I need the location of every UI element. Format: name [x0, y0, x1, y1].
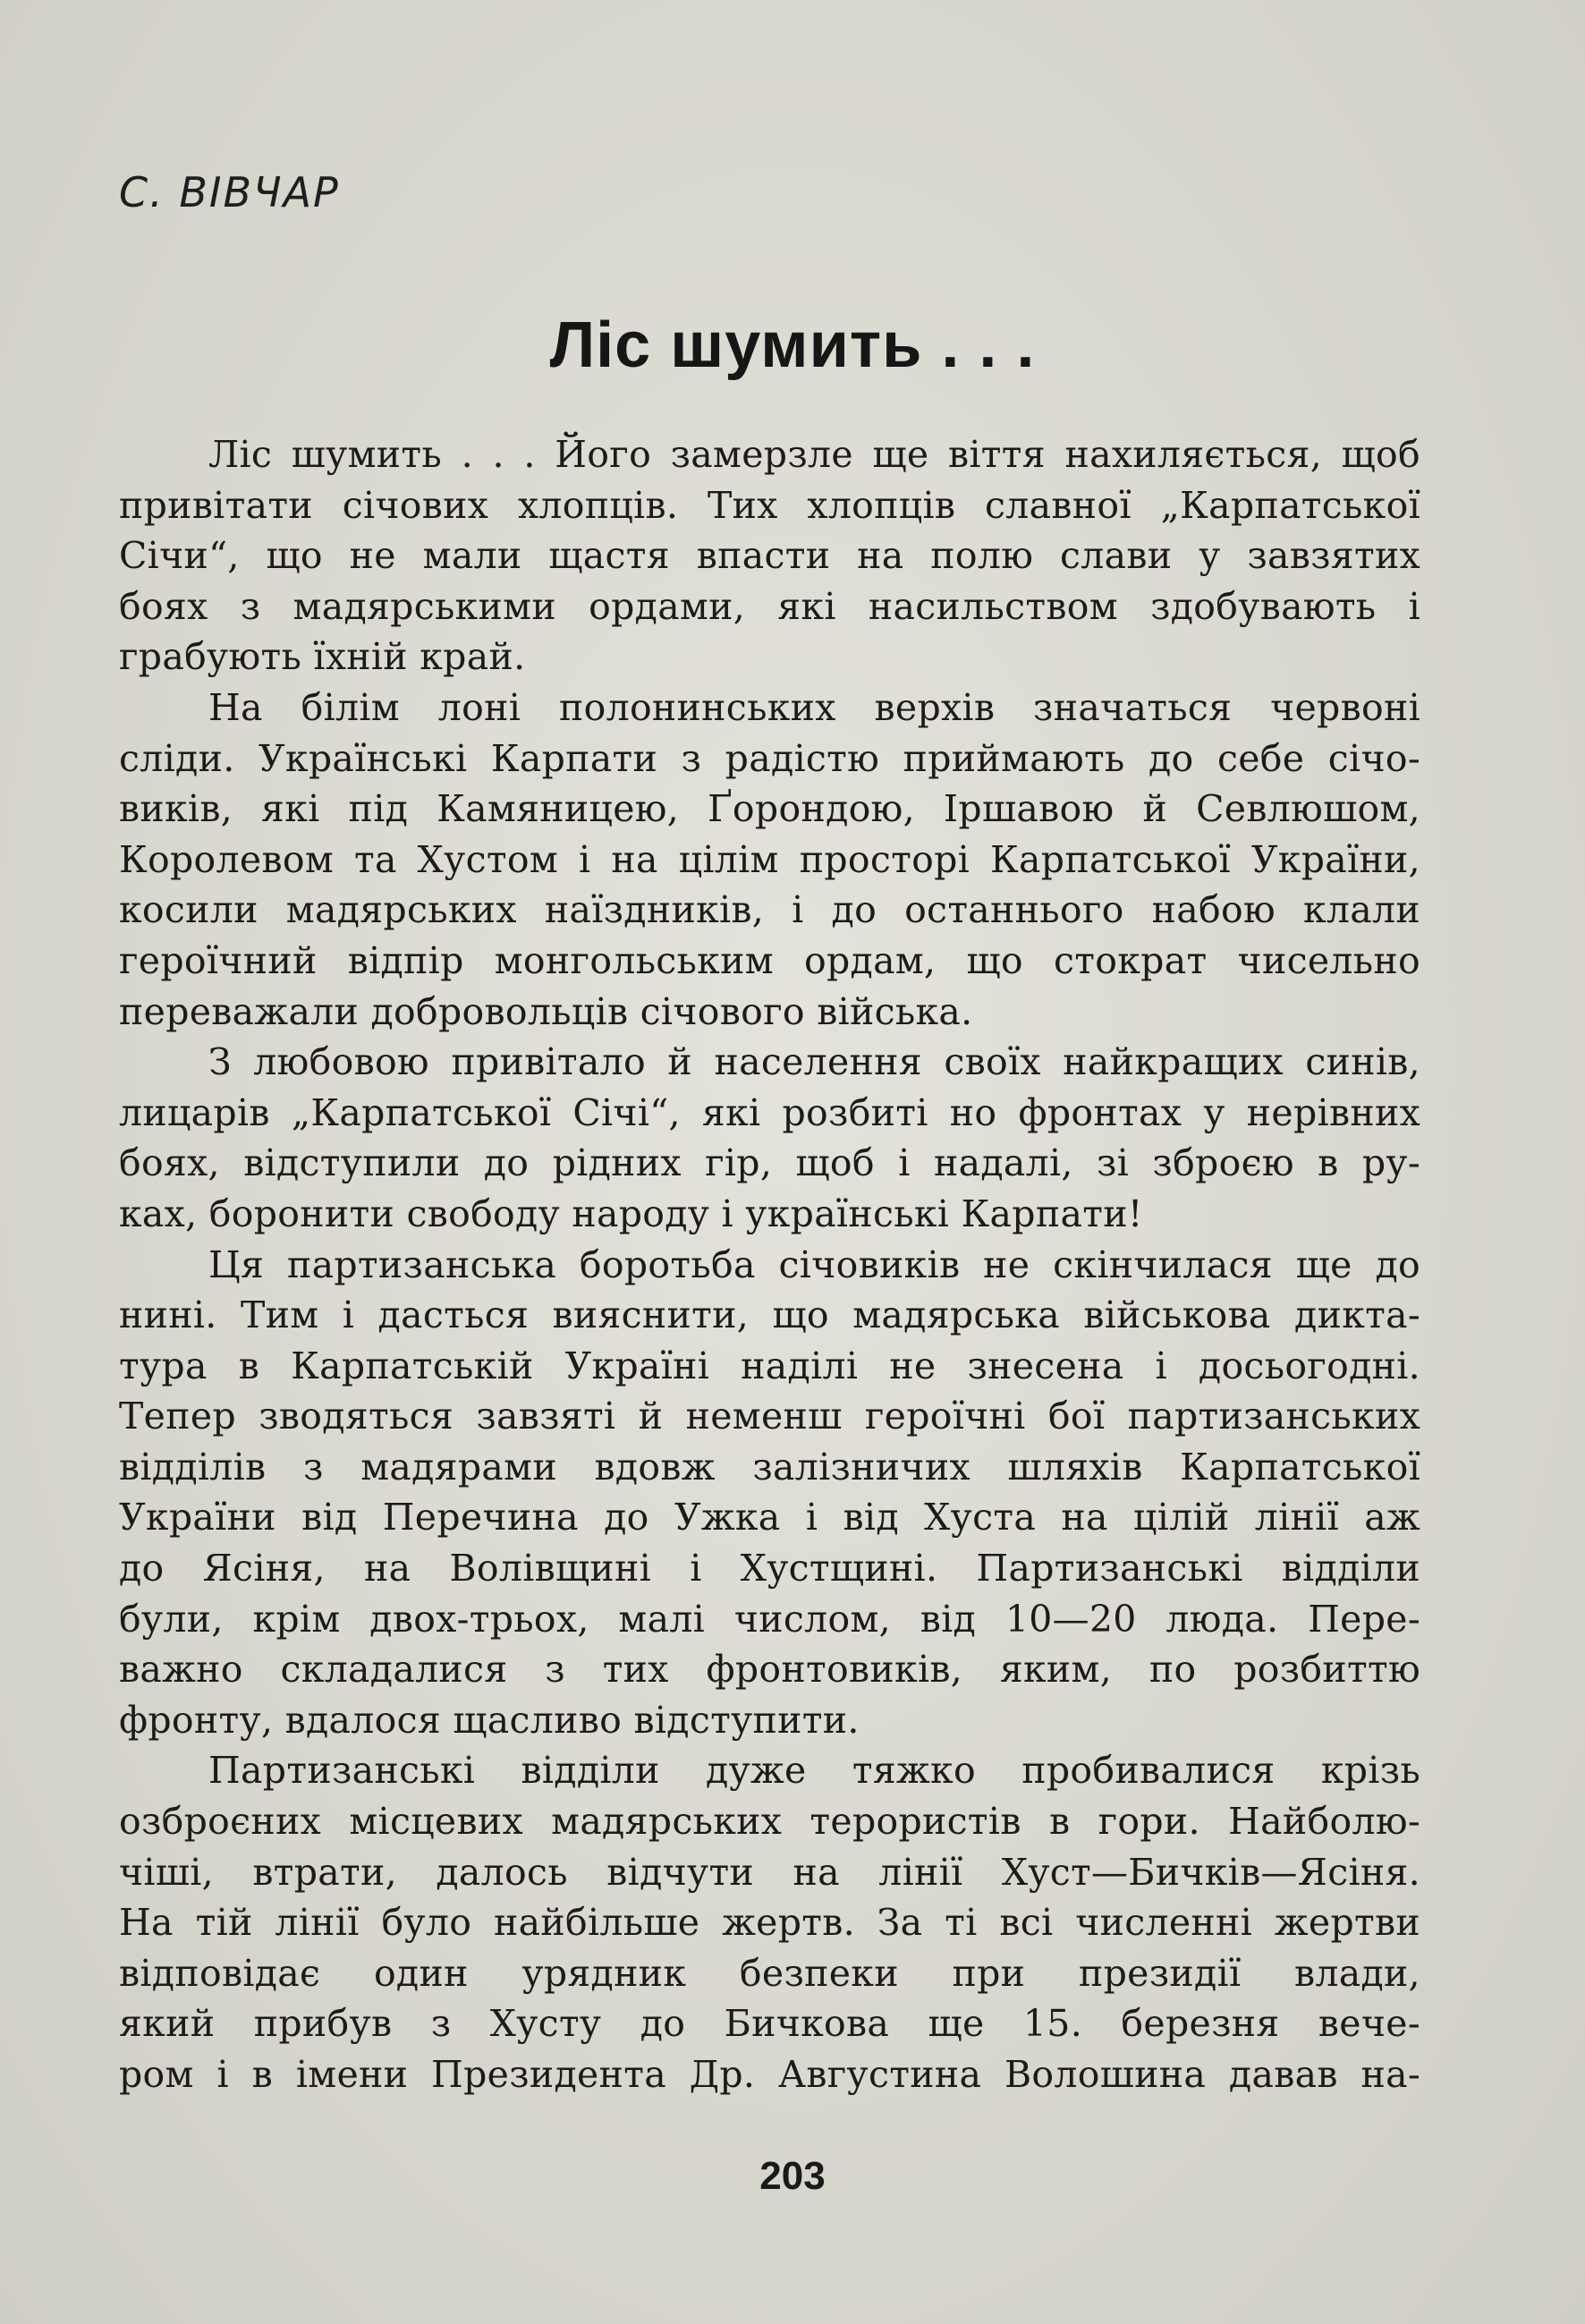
text-line: боях, відступили до рідних гір, щоб і надалі, зі зброєю в ру-: [119, 1141, 1420, 1185]
text-line: Ця партизанська боротьба січовиків не скінчилася ще до: [208, 1243, 1420, 1286]
text-line: боях з мадярськими ордами, які насильством здобувають і: [119, 584, 1420, 628]
text-line: відділів з мадярами вдовж залізничих шляхів Карпатської: [119, 1445, 1420, 1489]
text-line: ром і в імени Президента Др. Августина Волошина давав на-: [119, 2053, 1420, 2096]
text-line: героїчний відпір монгольським ордам, що стократ чисельно: [119, 938, 1420, 982]
paragraph: [119, 683, 1420, 1037]
text-line: важно складалися з тих фронтовиків, яким, по розбиттю: [119, 1648, 1420, 1692]
text-line: Ліс шумить . . . Його замерзле ще віття нахиляється, щоб: [208, 433, 1420, 476]
text-line: чіші, втрати, далось відчути на лінії Хуст—Бичків—Ясіня.: [119, 1850, 1420, 1894]
text-line: відповідає один урядник безпеки при президії влади,: [119, 1951, 1420, 1995]
text-line: тура в Карпатській Україні наділі не знесена і досьогодні.: [119, 1344, 1420, 1387]
text-line: лицарів „Карпатської Січі“, які розбиті но фронтах у нерівних: [119, 1090, 1420, 1134]
text-line: На тій лінії було найбільше жертв. За ті всі численні жертви: [119, 1901, 1420, 1945]
paragraph: [119, 1037, 1420, 1239]
text-line: На білім лоні полонинських верхів значаться червоні: [208, 685, 1420, 729]
text-line: З любовою привітало й населення своїх найкращих синів,: [208, 1040, 1420, 1084]
text-line: фронту, вдалося щасливо відступити.: [119, 1698, 860, 1742]
paragraph: [119, 429, 1420, 683]
text-line: були, крім двох-трьох, малі числом, від 10—20 люда. Пере-: [119, 1597, 1420, 1641]
text-line: Партизанські відділи дуже тяжко пробивалися крізь: [208, 1749, 1420, 1793]
text-line: який прибув з Хусту до Бичкова ще 15. березня вече-: [119, 2002, 1420, 2046]
body-text: [119, 429, 1420, 2100]
chapter-title: Ліс шумить . . .: [549, 310, 1036, 381]
paragraph: [119, 1745, 1420, 2099]
paragraph: [119, 1240, 1420, 1746]
text-line: озброєних місцевих мадярських терористів в гори. Найболю-: [119, 1800, 1420, 1844]
text-line: переважали добровольців січового війська.: [119, 989, 973, 1033]
text-line: Королевом та Хустом і на цілім просторі Карпатської України,: [119, 837, 1420, 881]
text-line: виків, які під Камяницею, Ґорондою, Іршавою й Севлюшом,: [119, 787, 1420, 831]
text-line: привітати січових хлопців. Тих хлопців славної „Карпатської: [119, 483, 1420, 527]
text-line: України від Перечина до Ужка і від Хуста на цілій лінії аж: [119, 1496, 1420, 1539]
text-line: косили мадярських наїздників, і до останнього набою клали: [119, 888, 1420, 932]
text-line: сліди. Українські Карпати з радістю приймають до себе січо-: [119, 736, 1420, 780]
page-number: 203: [759, 2154, 826, 2198]
text-line: ках, боронити свободу народу і українські Карпати!: [119, 1192, 1143, 1235]
text-line: Тепер зводяться завзяті й неменш героїчні бої партизанських: [119, 1395, 1420, 1438]
text-line: нині. Тим і дасться вияснити, що мадярська військова дикта-: [119, 1293, 1420, 1337]
text-line: Січи“, що не мали щастя впасти на полю слави у завзятих: [119, 534, 1420, 578]
text-line: грабують їхній край.: [119, 635, 526, 679]
author-name: С. ВІВЧАР: [119, 168, 340, 216]
text-line: до Ясіня, на Волівщині і Хустщині. Партизанські відділи: [119, 1547, 1420, 1590]
